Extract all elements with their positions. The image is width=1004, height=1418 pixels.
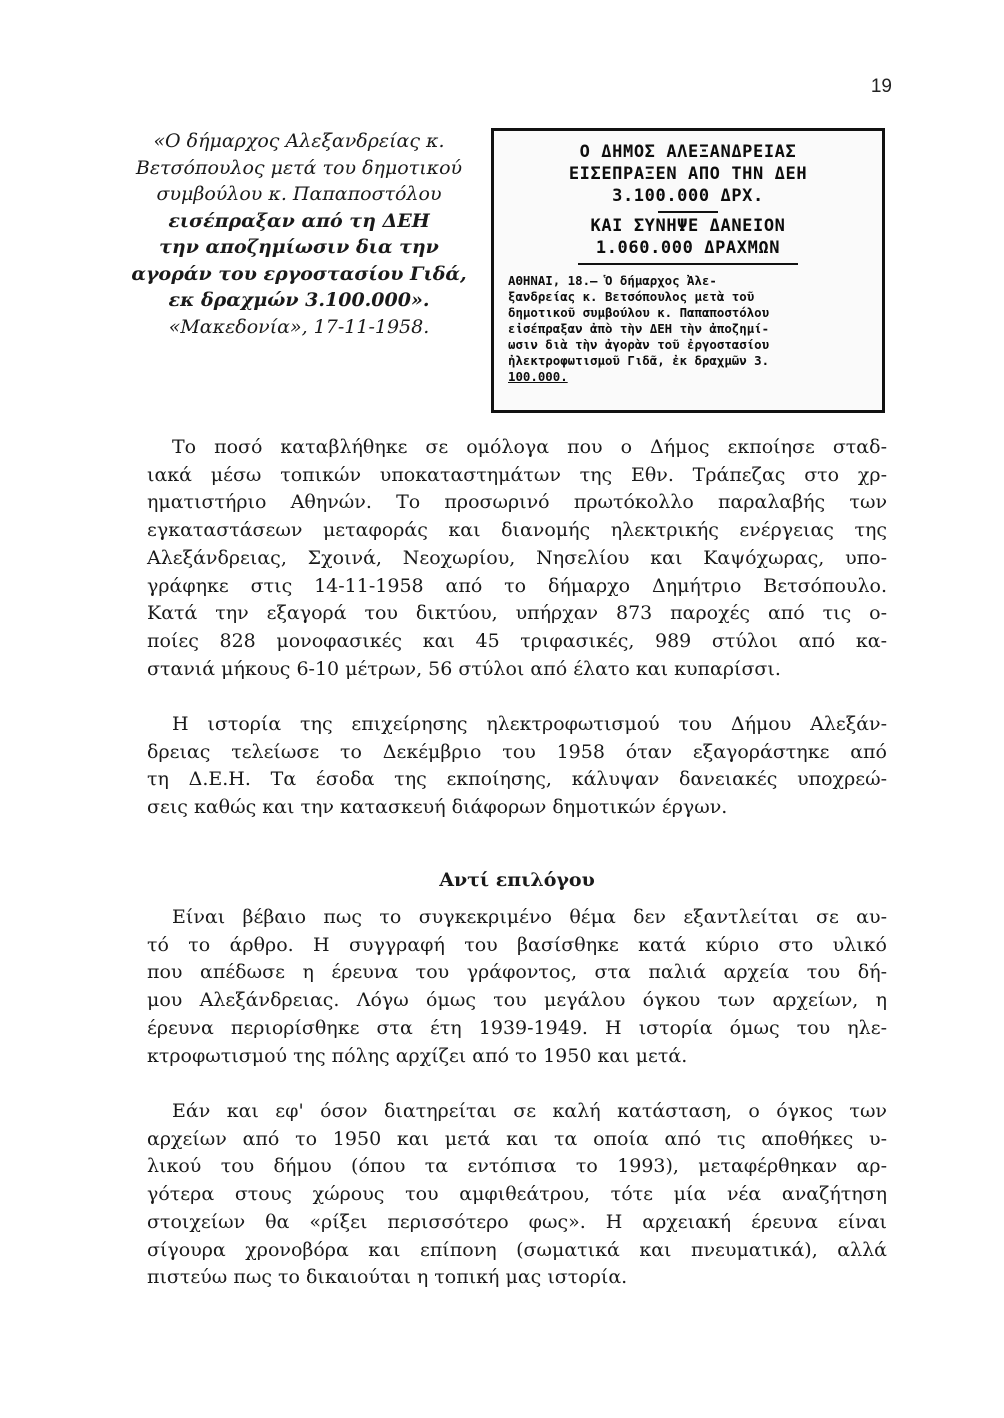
clipping-line: εἰσέπραξαν ἀπὸ τὴν ΔΕΗ τὴν ἀποζημί- [508,321,770,336]
clipping-divider [658,211,718,213]
text-line: στανιά μήκους 6-10 μέτρων, 56 στύλοι από έλατο και κυπαρίσσι. [147,657,781,680]
caption-line: συμβούλου κ. Παπαποστόλου [156,183,442,205]
text-line: δρειας τελείωσε το Δεκέμβριο του 1958 όταν εξαγοράστηκε από [147,740,887,763]
paragraph-company-history [147,711,887,822]
text-line: Κατά την εξαγορά του δικτύου, υπήρχαν 873 παροχές από τις ο- [147,602,887,625]
caption-line: αγοράν του εργοστασίου Γιδά, [131,262,467,285]
clipping-line: ωσιν διὰ τὴν ἀγορὰν τοῦ ἐργοστασίου [508,337,770,352]
clipping-headline: 1.060.000 ΔΡΑΧΜΩΝ [595,238,781,258]
text-line: που απέδωσε η έρευνα του γράφοντος, στα παλιά αρχεία του δή- [147,961,887,984]
clipping-headline: 3.100.000 ΔΡΧ. [612,186,764,206]
caption-line: «Ο δήμαρχος Αλεξανδρείας κ. [153,130,445,152]
clipping-line: ΑΘΗΝΑΙ, 18.— Ὁ δήμαρχος Ἀλε- [508,273,717,288]
text-line: ηματιστήριο Αθηνών. Το προσωρινό πρωτόκολλο παραλαβής των [147,491,887,514]
text-line: αρχείων από το 1950 και μετά και τα οποία από τις αποθήκες υ- [147,1127,887,1150]
clipping-headline: ΚΑΙ ΣΥΝΗΨΕ ΔΑΝΕΙΟΝ [590,216,786,236]
clipping-headline: ΕΙΣΕΠΡΑΞΕΝ ΑΠΟ ΤΗΝ ΔΕΗ [568,164,808,184]
newspaper-clipping [491,128,885,413]
text-line: Το ποσό καταβλήθηκε σε ομόλογα που ο Δήμος εκποίησε σταδ- [172,436,887,458]
clipping-headlines [494,131,882,265]
caption-line: Βετσόπουλος μετά του δημοτικού [135,156,463,179]
clipping-line: ξανδρείας κ. Βετσόπουλος μετὰ τοῦ [508,289,755,304]
text-line: στοιχείων θα «ρίξει περισσότερο φως». Η αρχειακή έρευνα είναι [147,1210,887,1233]
caption-source: «Μακεδονία», 17-11-1958. [168,315,430,338]
text-line: Εάν και εφ' όσον διατηρείται σε καλή κατάσταση, ο όγκος των [172,1100,887,1122]
text-line: μου Αλεξάνδρειας. Λόγω όμως του μεγάλου όγκου των αρχείων, η [147,989,887,1012]
text-line: εγκαταστάσεων μεταφοράς και διανομής ηλεκτρικής ενέργειας της [147,519,887,542]
text-line: γότερα στους χώρους του αμφιθεάτρου, τότε μία νέα αναζήτηση [147,1183,887,1206]
clipping-line: ἠλεκτροφωτισμοῦ Γιδᾶ, ἐκ δραχμῶν 3. [508,353,770,368]
text-line: Η ιστορία της επιχείρησης ηλεκτροφωτισμού του Δήμου Αλεξάν- [172,713,887,735]
text-line: τό το άρθρο. Η συγγραφή του βασίσθηκε κατά κύριο στο υλικό [147,933,887,956]
text-line: Είναι βέβαιο πως το συγκεκριμένο θέμα δεν εξαντλείται σε αυ- [172,906,887,928]
paragraph-epilogue-archives [147,1098,887,1292]
paragraph-bond-payment [147,434,887,683]
text-line: Αλεξάνδρειας, Σχοινά, Νεοχωρίου, Νησελίου και Καψόχωρας, υπο- [147,546,887,569]
clipping-headline: Ο ΔΗΜΟΣ ΑΛΕΞΑΝΔΡΕΙΑΣ [579,142,797,162]
text-line: έρευνα περιορίσθηκε στα έτη 1939-1949. Η ιστορία όμως του ηλε- [147,1016,887,1039]
caption-line: εκ δραχμών 3.100.000». [168,289,430,311]
text-line: λικού του δήμου (όπου τα εντόπισα το 1993), μεταφέρθηκαν αρ- [147,1155,887,1178]
text-line: πιστεύω πως το δικαιούται η τοπική μας ιστορία. [147,1266,628,1289]
text-line: σεις καθώς και την κατασκευή διάφορων δημοτικών έργων. [147,796,728,819]
image-caption [112,128,486,340]
page-number: 19 [870,76,892,97]
text-line: ιακά μέσω τοπικών υποκαταστημάτων της Εθν. Τράπεζας στο χρ- [147,463,887,486]
text-line: γράφηκε στις 14-11-1958 από το δήμαρχο Δημήτριο Βετσόπουλο. [147,574,887,597]
caption-line: την αποζημίωσιν δια την [159,236,439,258]
section-heading: Αντί επιλόγου [439,869,595,891]
text-line: κτροφωτισμού της πόλης αρχίζει από το 1950 και μετά. [147,1044,688,1067]
clipping-line: δημοτικοῦ συμβούλου κ. Παπαποστόλου [508,305,770,320]
text-line: σίγουρα χρονοβόρα και επίπονη (σωματικά και πνευματικά), αλλά [147,1238,887,1261]
text-line: ποίες 828 μονοφασικές και 45 τριφασικές, 989 στύλοι από κα- [147,629,887,652]
caption-line: εισέπραξαν από τη ΔΕΗ [168,209,430,232]
paragraph-epilogue-research [147,904,887,1070]
clipping-body [494,267,882,385]
clipping-line: 100.000. [508,369,568,384]
text-line: τη Δ.Ε.Η. Τα έσοδα της εκποίησης, κάλυψαν δανειακές υποχρεώ- [147,768,887,791]
clipping-divider [578,263,798,265]
